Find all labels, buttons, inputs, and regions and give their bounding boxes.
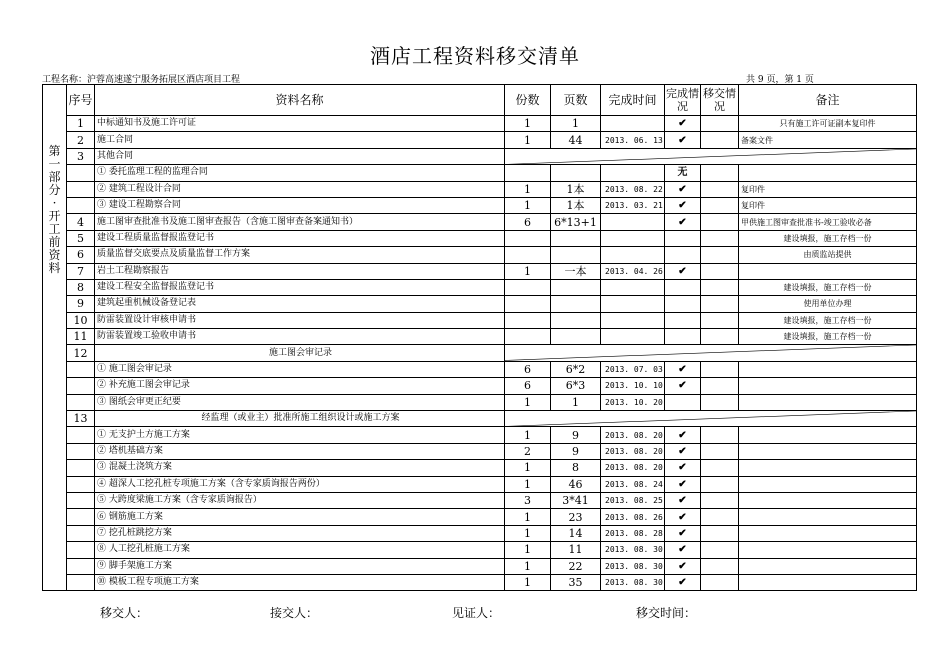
row-number — [67, 476, 95, 492]
row-number — [67, 443, 95, 459]
item-name: ③ 图纸会审更正纪要 — [95, 394, 505, 410]
transfer-cell — [701, 279, 739, 295]
transfer-cell — [701, 394, 739, 410]
note-cell — [739, 361, 917, 377]
item-name: ③ 建设工程勘察合同 — [95, 197, 505, 213]
note-cell: 甲供施工图审查批准书-竣工验收必备 — [739, 214, 917, 230]
table-row — [43, 181, 917, 197]
row-number — [67, 378, 95, 394]
merged-empty-cell — [505, 148, 917, 164]
note-cell: 建设填报，施工存档一份 — [739, 230, 917, 246]
date-cell: 2013. 10. 20 — [601, 394, 665, 410]
date-cell — [601, 165, 665, 181]
copies-cell — [505, 329, 551, 345]
pages-cell: 6*3 — [551, 378, 601, 394]
note-cell — [739, 476, 917, 492]
row-number: 3 — [67, 148, 95, 164]
item-name: ⑩ 模板工程专项施工方案 — [95, 574, 505, 590]
date-cell: 2013. 08. 25 — [601, 492, 665, 508]
item-name: ③ 混凝土浇筑方案 — [95, 460, 505, 476]
note-cell: 备案文件 — [739, 132, 917, 148]
table-row — [43, 116, 917, 132]
row-number — [67, 181, 95, 197]
note-cell: 使用单位办理 — [739, 296, 917, 312]
item-name: 防雷装置竣工验收申请书 — [95, 329, 505, 345]
row-number — [67, 558, 95, 574]
row-number: 5 — [67, 230, 95, 246]
transfer-cell — [701, 558, 739, 574]
date-cell: 2013. 08. 24 — [601, 476, 665, 492]
transfer-cell — [701, 197, 739, 213]
table-row — [43, 574, 917, 590]
transfer-cell — [701, 165, 739, 181]
pages-cell: 6*2 — [551, 361, 601, 377]
table-row — [43, 361, 917, 377]
diagonal-strike-line — [505, 149, 916, 164]
header-status: 完成情况 — [665, 85, 701, 116]
item-name: ① 委托监理工程的监理合同 — [95, 165, 505, 181]
status-cell: ✔ — [665, 542, 701, 558]
row-number: 1 — [67, 116, 95, 132]
row-number: 7 — [67, 263, 95, 279]
copies-cell: 1 — [505, 181, 551, 197]
table-row — [43, 263, 917, 279]
row-number: 10 — [67, 312, 95, 328]
table-row — [43, 443, 917, 459]
copies-cell: 1 — [505, 197, 551, 213]
row-number — [67, 542, 95, 558]
page-info: 共 9 页，第 1 页 — [746, 75, 814, 85]
witness-label: 见证人： — [452, 606, 501, 620]
item-name: 施工图审查批准书及施工图审查报告（含施工图审查备案通知书） — [95, 214, 505, 230]
transfer-cell — [701, 443, 739, 459]
item-name: ① 施工图会审记录 — [95, 361, 505, 377]
pages-cell: 一本 — [551, 263, 601, 279]
item-name: ② 塔机基础方案 — [95, 443, 505, 459]
merged-empty-cell — [505, 411, 917, 427]
pages-cell: 9 — [551, 427, 601, 443]
copies-cell: 1 — [505, 263, 551, 279]
table-row — [43, 132, 917, 148]
item-name: ⑥ 钢筋施工方案 — [95, 509, 505, 525]
date-cell — [601, 230, 665, 246]
pages-cell: 1本 — [551, 197, 601, 213]
note-cell — [739, 542, 917, 558]
copies-cell — [505, 296, 551, 312]
note-cell — [739, 165, 917, 181]
strike-line — [505, 411, 916, 426]
copies-cell — [505, 230, 551, 246]
copies-cell: 1 — [505, 460, 551, 476]
status-cell: ✔ — [665, 574, 701, 590]
date-cell: 2013. 08. 30 — [601, 542, 665, 558]
pages-cell: 1本 — [551, 181, 601, 197]
row-number: 2 — [67, 132, 95, 148]
date-cell — [601, 247, 665, 263]
transfer-cell — [701, 230, 739, 246]
transfer-cell — [701, 116, 739, 132]
pages-cell: 14 — [551, 525, 601, 541]
transfer-cell — [701, 263, 739, 279]
item-name: 防雷装置设计审核申请书 — [95, 312, 505, 328]
table-row — [43, 558, 917, 574]
status-cell: ✔ — [665, 443, 701, 459]
table-row — [43, 230, 917, 246]
copies-cell: 3 — [505, 492, 551, 508]
strike-line — [505, 149, 916, 164]
status-cell — [665, 296, 701, 312]
note-cell — [739, 394, 917, 410]
copies-cell — [505, 247, 551, 263]
note-cell — [739, 574, 917, 590]
header-date: 完成时间 — [601, 85, 665, 116]
pages-cell: 46 — [551, 476, 601, 492]
note-cell: 由质监站提供 — [739, 247, 917, 263]
date-cell: 2013. 07. 03 — [601, 361, 665, 377]
status-cell — [665, 230, 701, 246]
copies-cell: 1 — [505, 476, 551, 492]
status-cell: ✔ — [665, 525, 701, 541]
pages-cell: 44 — [551, 132, 601, 148]
copies-cell: 6 — [505, 361, 551, 377]
row-number — [67, 492, 95, 508]
note-cell — [739, 427, 917, 443]
item-name: ② 建筑工程设计合同 — [95, 181, 505, 197]
table-row — [43, 279, 917, 295]
item-name: 质量监督交底要点及质量监督工作方案 — [95, 247, 505, 263]
pages-cell: 1 — [551, 394, 601, 410]
transfer-cell — [701, 296, 739, 312]
date-cell: 2013. 08. 30 — [601, 574, 665, 590]
note-cell: 复印件 — [739, 181, 917, 197]
merged-empty-cell — [505, 345, 917, 361]
table-row — [43, 525, 917, 541]
status-cell — [665, 329, 701, 345]
table-row — [43, 296, 917, 312]
date-cell — [601, 329, 665, 345]
date-cell — [601, 296, 665, 312]
item-name: 施工合同 — [95, 132, 505, 148]
status-cell — [665, 312, 701, 328]
pages-cell: 11 — [551, 542, 601, 558]
note-cell: 建设填报，施工存档一份 — [739, 279, 917, 295]
pages-cell: 6*13+1 — [551, 214, 601, 230]
header-seq: 序号 — [67, 85, 95, 116]
item-name: ⑧ 人工挖孔桩施工方案 — [95, 542, 505, 558]
row-number — [67, 427, 95, 443]
header-pages: 页数 — [551, 85, 601, 116]
item-name: ④ 超深人工挖孔桩专项施工方案（含专家质询报告两份） — [95, 476, 505, 492]
item-name: 中标通知书及施工许可证 — [95, 116, 505, 132]
copies-cell: 1 — [505, 394, 551, 410]
copies-cell — [505, 165, 551, 181]
status-cell: ✔ — [665, 558, 701, 574]
copies-cell — [505, 312, 551, 328]
date-cell: 2013. 03. 21 — [601, 197, 665, 213]
date-cell: 2013. 10. 10 — [601, 378, 665, 394]
pages-cell: 9 — [551, 443, 601, 459]
note-cell — [739, 492, 917, 508]
table-row — [43, 214, 917, 230]
table-row — [43, 378, 917, 394]
transfer-cell — [701, 460, 739, 476]
pages-cell: 23 — [551, 509, 601, 525]
copies-cell — [505, 279, 551, 295]
status-cell: ✔ — [665, 492, 701, 508]
pages-cell: 22 — [551, 558, 601, 574]
status-cell: ✔ — [665, 427, 701, 443]
section-label-cell — [43, 85, 67, 591]
status-cell — [665, 247, 701, 263]
copies-cell: 1 — [505, 116, 551, 132]
copies-cell: 1 — [505, 574, 551, 590]
transfer-cell — [701, 361, 739, 377]
row-number — [67, 525, 95, 541]
table-row — [43, 165, 917, 181]
header-note: 备注 — [739, 85, 917, 116]
row-number: 4 — [67, 214, 95, 230]
transfer-cell — [701, 574, 739, 590]
date-cell: 2013. 08. 20 — [601, 460, 665, 476]
transfer-cell — [701, 492, 739, 508]
copies-cell: 1 — [505, 427, 551, 443]
section-label: 第一部分·开工前资料 — [48, 144, 61, 275]
table-row — [43, 197, 917, 213]
item-name: 施工图会审记录 — [95, 345, 505, 361]
row-number: 8 — [67, 279, 95, 295]
date-cell — [601, 214, 665, 230]
transfer-list-table — [42, 84, 917, 591]
item-name: ⑦ 挖孔桩跳挖方案 — [95, 525, 505, 541]
status-cell: ✔ — [665, 263, 701, 279]
date-cell: 2013. 04. 26 — [601, 263, 665, 279]
row-number — [67, 394, 95, 410]
pages-cell — [551, 329, 601, 345]
copies-cell: 1 — [505, 525, 551, 541]
table-row — [43, 509, 917, 525]
status-cell: ✔ — [665, 476, 701, 492]
item-name: 经监理（或业主）批准所施工组织设计或施工方案 — [95, 411, 505, 427]
date-cell: 2013. 08. 30 — [601, 558, 665, 574]
table-row — [43, 411, 917, 427]
pages-cell: 3*41 — [551, 492, 601, 508]
copies-cell: 1 — [505, 542, 551, 558]
item-name: ② 补充施工图会审记录 — [95, 378, 505, 394]
copies-cell: 1 — [505, 132, 551, 148]
row-number — [67, 361, 95, 377]
status-cell: ✔ — [665, 214, 701, 230]
transfer-cell — [701, 312, 739, 328]
date-cell — [601, 312, 665, 328]
header-row — [43, 85, 917, 116]
note-cell — [739, 509, 917, 525]
date-cell: 2013. 08. 20 — [601, 427, 665, 443]
table-row — [43, 312, 917, 328]
note-cell — [739, 263, 917, 279]
item-name: 建筑起重机械设备登记表 — [95, 296, 505, 312]
item-name: ① 无支护土方施工方案 — [95, 427, 505, 443]
transfer-cell — [701, 214, 739, 230]
transfer-cell — [701, 525, 739, 541]
date-cell — [601, 279, 665, 295]
copies-cell: 6 — [505, 214, 551, 230]
note-cell — [739, 558, 917, 574]
table-row — [43, 394, 917, 410]
item-name: 岩土工程勘察报告 — [95, 263, 505, 279]
date-cell: 2013. 08. 26 — [601, 509, 665, 525]
table-row — [43, 427, 917, 443]
item-name: 建设工程安全监督报监登记书 — [95, 279, 505, 295]
date-cell: 2013. 06. 13 — [601, 132, 665, 148]
status-cell: ✔ — [665, 197, 701, 213]
row-number — [67, 165, 95, 181]
transfer-cell — [701, 181, 739, 197]
transfer-cell — [701, 509, 739, 525]
note-cell — [739, 460, 917, 476]
status-cell — [665, 394, 701, 410]
item-name: ⑨ 脚手架施工方案 — [95, 558, 505, 574]
pages-cell — [551, 296, 601, 312]
status-cell: ✔ — [665, 181, 701, 197]
transfer-cell — [701, 132, 739, 148]
item-name: ⑤ 大跨度梁施工方案（含专家质询报告） — [95, 492, 505, 508]
table-row — [43, 247, 917, 263]
table-row — [43, 329, 917, 345]
item-name: 建设工程质量监督报监登记书 — [95, 230, 505, 246]
row-number: 12 — [67, 345, 95, 361]
diagonal-strike-line — [505, 345, 916, 360]
document-title: 酒店工程资料移交清单 — [370, 44, 580, 68]
table-row — [43, 492, 917, 508]
transfer-cell — [701, 329, 739, 345]
note-cell — [739, 525, 917, 541]
receiver-label: 接交人： — [270, 606, 319, 620]
row-number: 11 — [67, 329, 95, 345]
date-cell: 2013. 08. 20 — [601, 443, 665, 459]
row-number — [67, 574, 95, 590]
table-row — [43, 476, 917, 492]
row-number — [67, 509, 95, 525]
note-cell: 建设填报，施工存档一份 — [739, 312, 917, 328]
pages-cell — [551, 279, 601, 295]
copies-cell: 2 — [505, 443, 551, 459]
status-cell: ✔ — [665, 132, 701, 148]
transfer-time-label: 移交时间： — [636, 606, 697, 620]
row-number: 6 — [67, 247, 95, 263]
status-cell: 无 — [665, 165, 701, 181]
status-cell — [665, 279, 701, 295]
note-cell: 建设填报，施工存档一份 — [739, 329, 917, 345]
date-cell: 2013. 08. 28 — [601, 525, 665, 541]
pages-cell — [551, 247, 601, 263]
status-cell: ✔ — [665, 460, 701, 476]
copies-cell: 1 — [505, 509, 551, 525]
transferor-label: 移交人： — [100, 606, 149, 620]
table-row — [43, 542, 917, 558]
note-cell — [739, 378, 917, 394]
row-number: 13 — [67, 411, 95, 427]
transfer-cell — [701, 247, 739, 263]
transfer-cell — [701, 427, 739, 443]
copies-cell: 6 — [505, 378, 551, 394]
note-cell: 只有施工许可证副本复印件 — [739, 116, 917, 132]
pages-cell: 8 — [551, 460, 601, 476]
header-transfer: 移交情况 — [701, 85, 739, 116]
pages-cell — [551, 230, 601, 246]
diagonal-strike-line — [505, 411, 916, 426]
transfer-cell — [701, 378, 739, 394]
pages-cell — [551, 165, 601, 181]
status-cell: ✔ — [665, 509, 701, 525]
header-name: 资料名称 — [95, 85, 505, 116]
copies-cell: 1 — [505, 558, 551, 574]
status-cell: ✔ — [665, 361, 701, 377]
row-number: 9 — [67, 296, 95, 312]
row-number — [67, 460, 95, 476]
table-row — [43, 148, 917, 164]
pages-cell: 1 — [551, 116, 601, 132]
transfer-cell — [701, 476, 739, 492]
pages-cell — [551, 312, 601, 328]
date-cell — [601, 116, 665, 132]
transfer-cell — [701, 542, 739, 558]
note-cell: 复印件 — [739, 197, 917, 213]
status-cell: ✔ — [665, 378, 701, 394]
table-row — [43, 345, 917, 361]
pages-cell: 35 — [551, 574, 601, 590]
project-name: 工程名称：沪蓉高速遂宁服务拓展区酒店项目工程 — [42, 75, 241, 85]
date-cell: 2013. 08. 22 — [601, 181, 665, 197]
table-row — [43, 460, 917, 476]
status-cell: ✔ — [665, 116, 701, 132]
strike-line — [505, 345, 916, 360]
row-number — [67, 197, 95, 213]
header-copies: 份数 — [505, 85, 551, 116]
note-cell — [739, 443, 917, 459]
item-name: 其他合同 — [95, 148, 505, 164]
